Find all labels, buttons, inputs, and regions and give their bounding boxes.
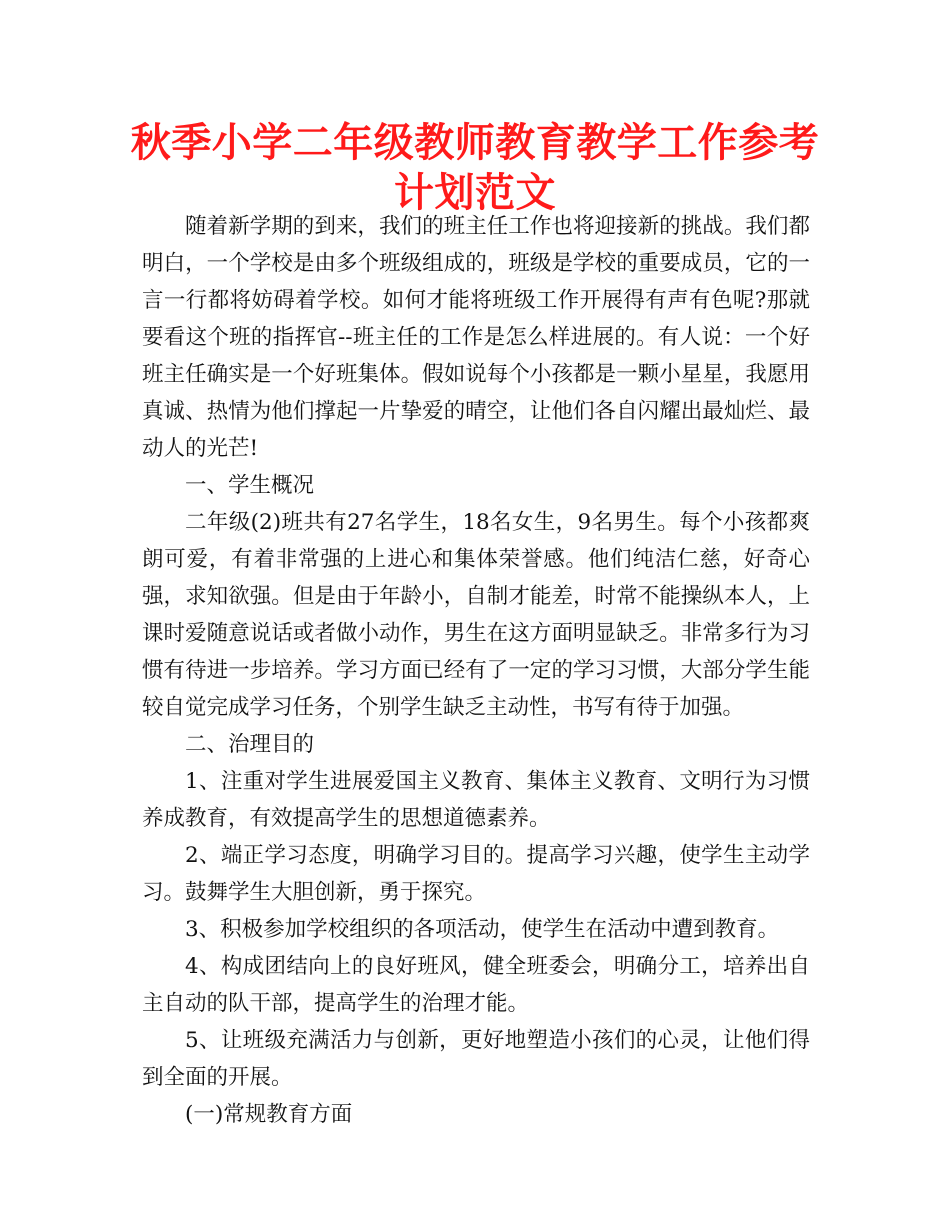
goal-item-1: 1、注重对学生进展爱国主义教育、集体主义教育、文明行为习惯养成教育，有效提高学生的思想道德素养。	[142, 769, 810, 831]
heading-management-goals: 二、治理目的	[185, 732, 315, 757]
paragraph-student-overview: 二年级(2)班共有27名学生，18名女生，9名男生。每个小孩都爽朗可爱，有着非常强的上进心和集体荣誉感。他们纯洁仁慈，好奇心强，求知欲强。但是由于年龄小，自制才能差，时常不能操纵本人，上课时爱随意说话或者做小动作，男生在这方面明显缺乏。非常多行为习惯有待进一步培养。学习方面已经有了一定的学习习惯，大部分学生能较自觉完成学习任务，个别学生缺乏主动性，书写有待于加强。	[142, 510, 810, 720]
document-title: 秋季小学二年级教师教育教学工作参考计划范文	[130, 120, 820, 216]
heading-student-overview: 一、学生概况	[185, 473, 315, 498]
goal-item-5: 5、让班级充满活力与创新，更好地塑造小孩们的心灵，让他们得到全面的开展。	[142, 1028, 810, 1090]
paragraph-intro: 随着新学期的到来，我们的班主任工作也将迎接新的挑战。我们都明白，一个学校是由多个班级组成的，班级是学校的重要成员，它的一言一行都将妨碍着学校。如何才能将班级工作开展得有声有色呢?那就要看这个班的指挥官--班主任的工作是怎么样进展的。有人说：一个好班主任确实是一个好班集体。假如说每个小孩都是一颗小星星，我愿用真诚、热情为他们撑起一片挚爱的晴空，让他们各自闪耀出最灿烂、最动人的光芒!	[142, 214, 810, 461]
goal-item-2: 2、端正学习态度，明确学习目的。提高学习兴趣，使学生主动学习。鼓舞学生大胆创新，勇于探究。	[142, 843, 810, 905]
goal-item-4: 4、构成团结向上的良好班风，健全班委会，明确分工，培养出自主自动的队干部，提高学生的治理才能。	[142, 954, 810, 1016]
goal-item-3: 3、积极参加学校组织的各项活动，使学生在活动中遭到教育。	[185, 917, 780, 942]
heading-routine-education: (一)常规教育方面	[185, 1102, 353, 1127]
document-body	[142, 208, 810, 1133]
